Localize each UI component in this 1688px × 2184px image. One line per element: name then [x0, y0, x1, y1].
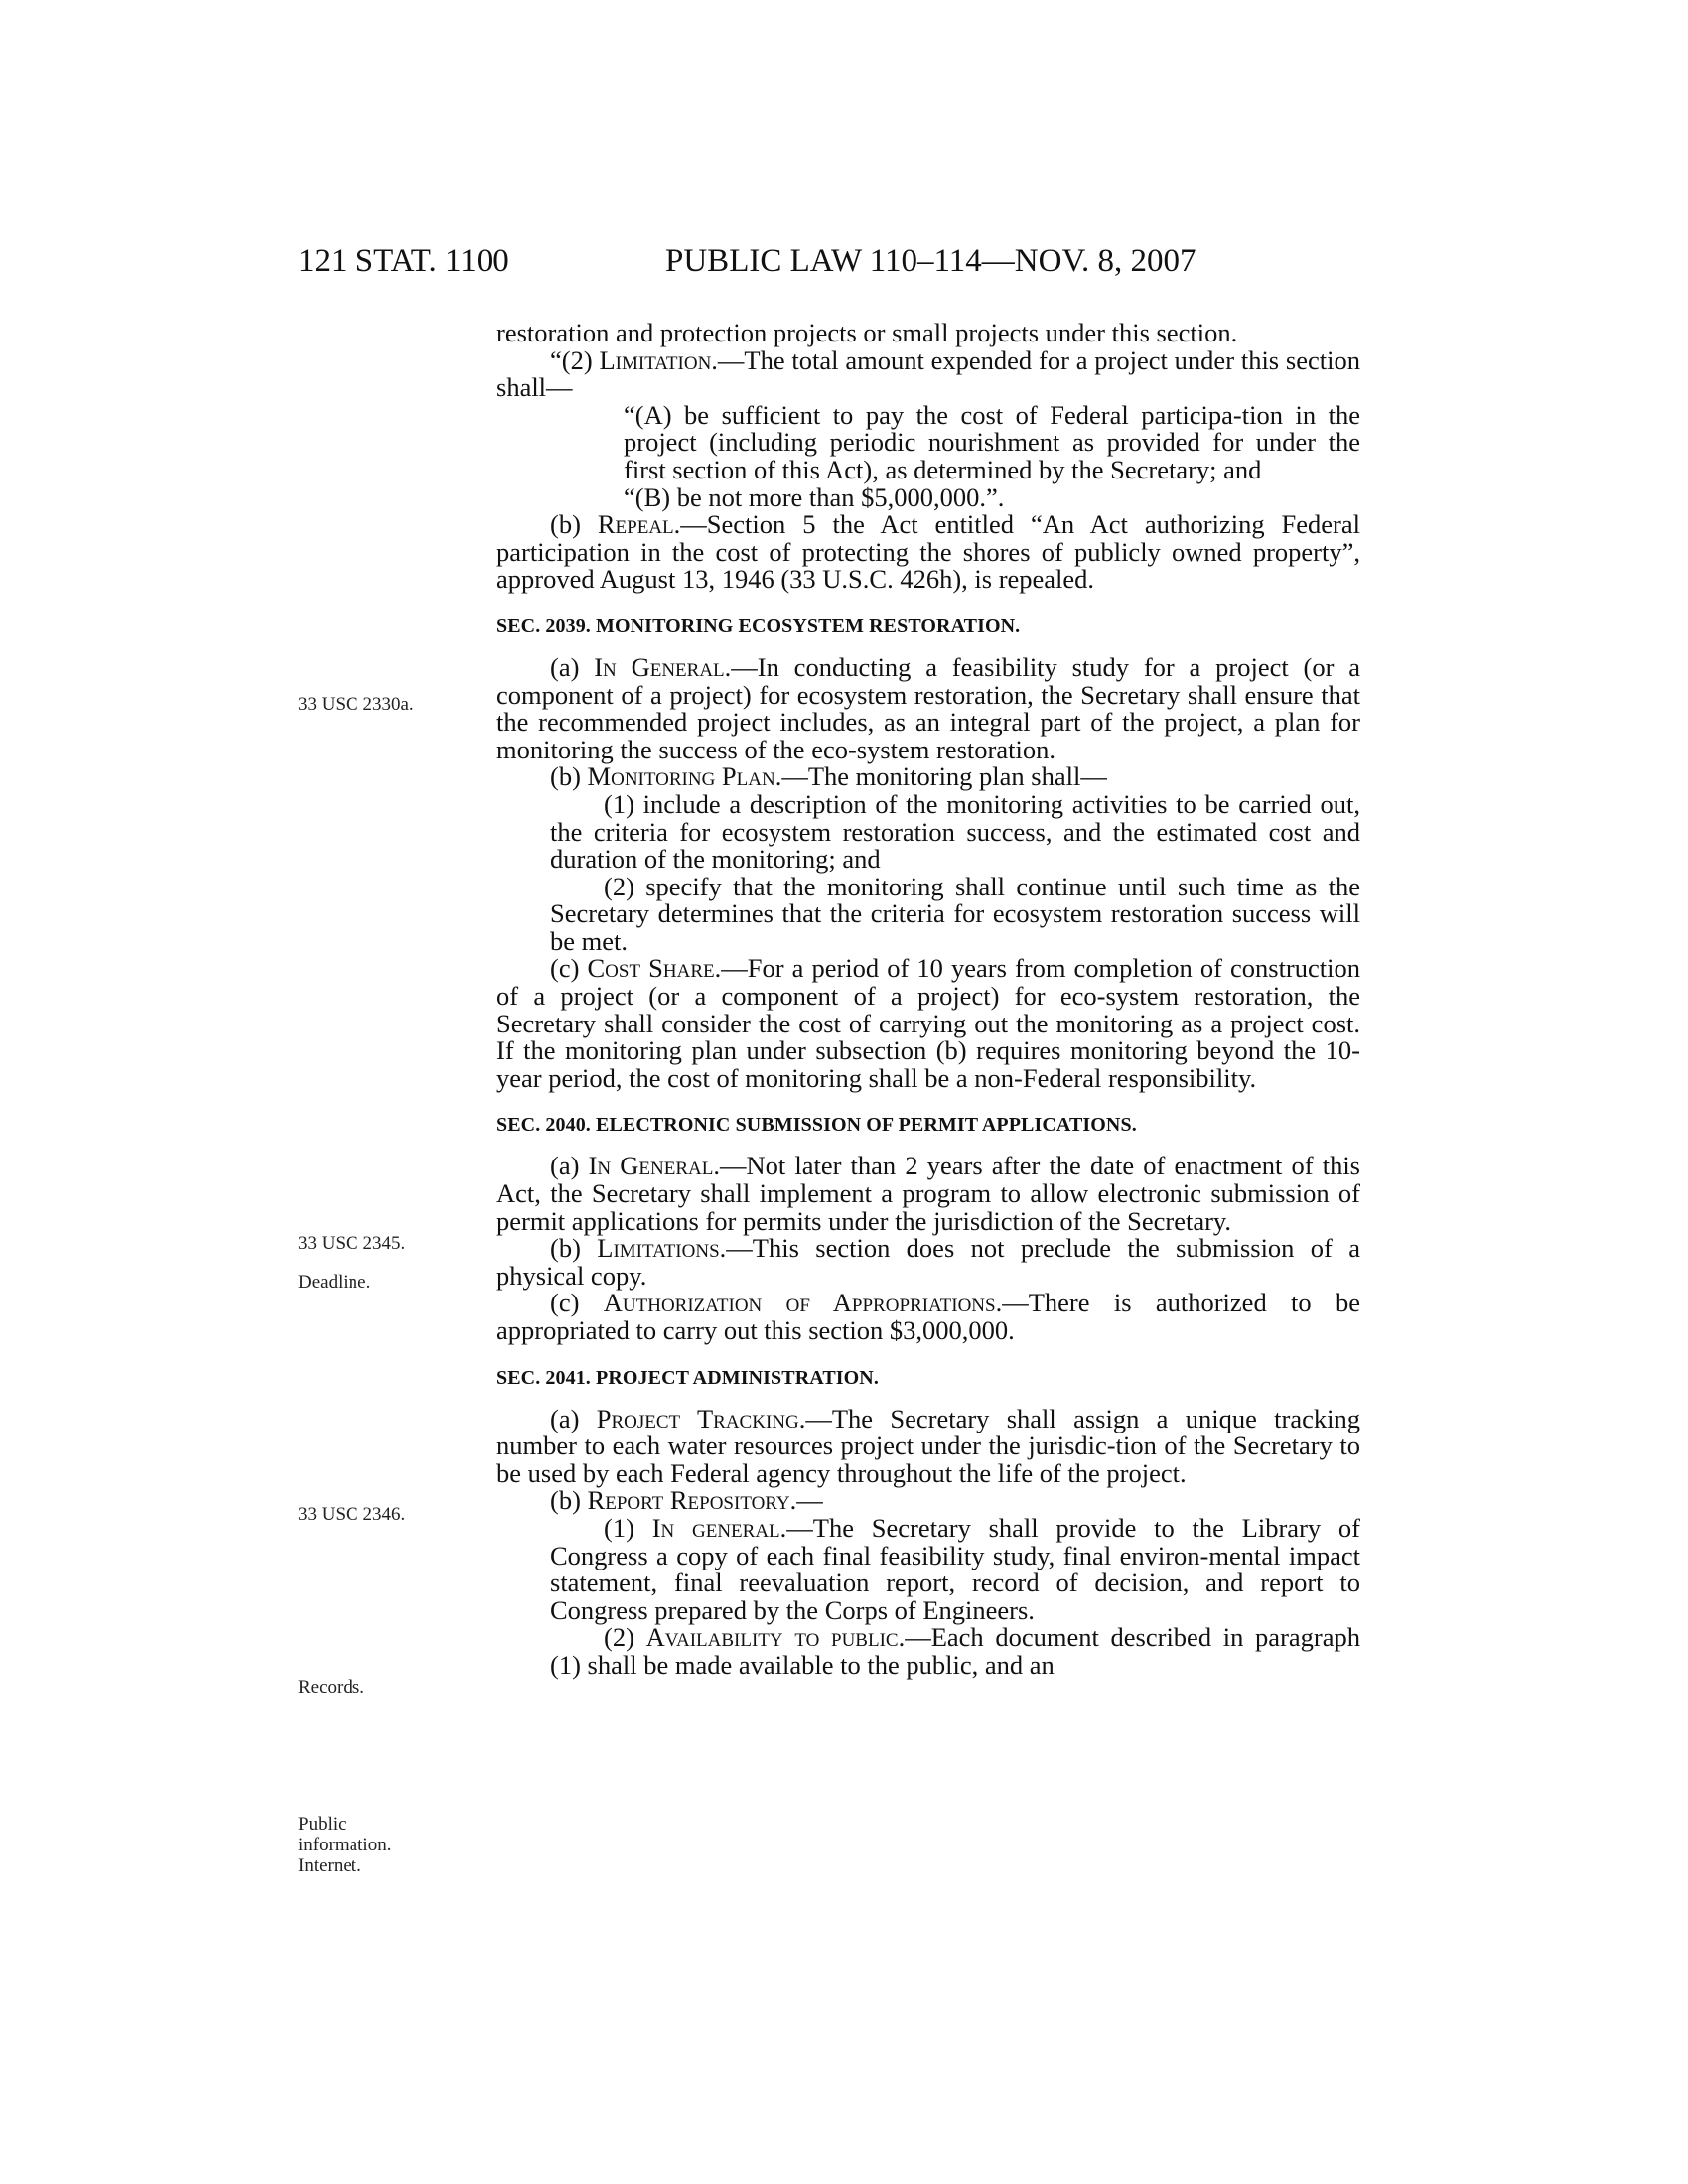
subheading-report-repository: Report Repository [587, 1485, 790, 1516]
paragraph-2040-c [496, 1290, 1360, 1344]
public-law-title: PUBLIC LAW 110–114—NOV. 8, 2007 [665, 243, 1196, 279]
paragraph-2041-a [496, 1403, 1360, 1488]
enum-marker: (b) [550, 509, 598, 540]
paragraph-limitation [496, 344, 1360, 403]
paragraph-text: .—For a period of 10 years from completion of construction of a project (or a component of a project) for eco-system restoration, the Secretary shall consider the cost of carrying out the monitoring as a project cost. If the monitoring plan under subsection (b) requires monitoring beyond the 10-year period, the cost of monitoring shall be a non-Federal responsibility. [496, 953, 1360, 1093]
enum-marker: (c) [550, 953, 588, 984]
margin-note-public-info [298, 1814, 391, 1876]
document-body [496, 320, 1360, 1680]
enum-marker: (a) [550, 651, 595, 682]
subheading-monitoring-plan: Monitoring Plan [587, 761, 775, 792]
enum-marker: (c) [550, 1288, 604, 1318]
paragraph-2039-b-1: (1) include a description of the monitoring activities to be carried out, the criteria for ecosystem restoration success, and the estimated cost and duration of the monitoring; and [550, 788, 1360, 875]
subheading-project-tracking: Project Tracking [596, 1403, 799, 1433]
enum-marker: (b) [550, 761, 588, 792]
enum-marker: (1) [604, 1512, 652, 1543]
paragraph-text: .—The total amount expended for a project under this section shall— [496, 344, 1360, 403]
paragraph-text: .—There is authorized to be appropriated to carry out this section $3,000,000. [496, 1288, 1360, 1345]
margin-note-records: Records. [298, 1677, 365, 1698]
paragraph-continuation: restoration and protection projects or small projects under this section. [496, 318, 1238, 347]
subheading-in-general-lower: In general [651, 1512, 780, 1543]
paragraph-text: .—In conducting a feasibility study for a project (or a component of a project) for ecosystem restoration, the Secretary shall ensure that the recommended project includes, as an integral part of the project, a plan for monitoring the success of the eco-system restoration. [496, 651, 1360, 764]
enum-marker: (b) [550, 1485, 588, 1516]
paragraph-text: .—The Secretary shall provide to the Library of Congress a copy of each final feasibility study, final environ-mental impact statement, final reevaluation report, record of decision, and report to Congress prepared by the Corps of Engineers. [550, 1512, 1360, 1625]
margin-note-usc-2346: 33 USC 2346. [298, 1504, 406, 1525]
paragraph-2039-c [496, 955, 1360, 1092]
subheading-repeal: Repeal [597, 509, 674, 540]
paragraph-text: .—This section does not preclude the submission of a physical copy. [496, 1233, 1360, 1291]
section-heading-2041: SEC. 2041. PROJECT ADMINISTRATION. [496, 1366, 879, 1389]
paragraph-2041-b-2 [496, 1624, 1360, 1679]
section-heading-2039: SEC. 2039. MONITORING ECOSYSTEM RESTORATION. [496, 614, 1021, 637]
enum-marker: (2) [604, 1622, 646, 1653]
paragraph-2041-b [496, 1487, 1360, 1515]
paragraph-2039-a [496, 651, 1360, 764]
subheading-in-general: In General [594, 651, 725, 682]
paragraph-repeal [496, 511, 1360, 594]
paragraph-text: .—Each document described in paragraph (1) shall be made available to the public, and an [550, 1622, 1360, 1680]
enum-marker: “(2) [550, 344, 600, 375]
paragraph-2040-a [496, 1153, 1360, 1235]
paragraph-2039-b-2: (2) specify that the monitoring shall continue until such time as the Secretary determines that the criteria for ecosystem restoration success will be met. [550, 871, 1360, 956]
paragraph-2041-b-1 [496, 1512, 1360, 1625]
enum-marker: (b) [550, 1233, 598, 1264]
paragraph-text: .—Not later than 2 years after the date of enactment of this Act, the Secretary shall implement a program to allow electronic submission of permit applications for permits under the jurisdiction of the Secretary. [496, 1151, 1360, 1236]
paragraph-text: .—The monitoring plan shall— [774, 761, 1107, 792]
margin-note-public: Public [298, 1814, 347, 1835]
margin-note-deadline: Deadline. [298, 1272, 371, 1293]
statute-page-number: 121 STAT. 1100 [298, 243, 509, 279]
subheading-in-general: In General [588, 1151, 714, 1181]
subheading-limitation: Limitation [599, 344, 712, 375]
paragraph-2040-b [496, 1235, 1360, 1290]
margin-note-information: information. [298, 1835, 392, 1855]
subheading-limitations: Limitations [597, 1233, 720, 1264]
enum-marker: (a) [550, 1151, 589, 1181]
enum-marker: (a) [550, 1403, 597, 1433]
margin-note-internet: Internet. [298, 1855, 361, 1876]
clause-b: “(B) be not more than $5,000,000.”. [624, 481, 1005, 512]
paragraph-text: .—The Secretary shall assign a unique tracking number to each water resources project under the jurisdic-tion of the Secretary to be used by each Federal agency throughout the life of the project. [496, 1403, 1360, 1488]
margin-note-usc-2345: 33 USC 2345. [298, 1233, 406, 1254]
margin-note-usc-2330a: 33 USC 2330a. [298, 694, 414, 715]
paragraph-2039-b [496, 763, 1360, 791]
running-header [298, 243, 1380, 293]
subheading-authorization: Authorization of Appropriations [603, 1288, 996, 1318]
subheading-cost-share: Cost Share [587, 953, 715, 984]
paragraph-text: .—Section 5 the Act entitled “An Act authorizing Federal participation in the cost of protecting the shores of publicly owned property”, approved August 13, 1946 (33 U.S.C. 426h), is repealed. [496, 509, 1360, 595]
section-heading-2040: SEC. 2040. ELECTRONIC SUBMISSION OF PERMIT APPLICATIONS. [496, 1114, 1137, 1137]
paragraph-text: .— [789, 1485, 823, 1516]
subheading-availability: Availability to public [645, 1622, 899, 1653]
clause-a: “(A) be sufficient to pay the cost of Federal participa-tion in the project (including periodic nourishment as provided for under the first section of this Act), as determined by the Secretary; and [624, 399, 1360, 484]
